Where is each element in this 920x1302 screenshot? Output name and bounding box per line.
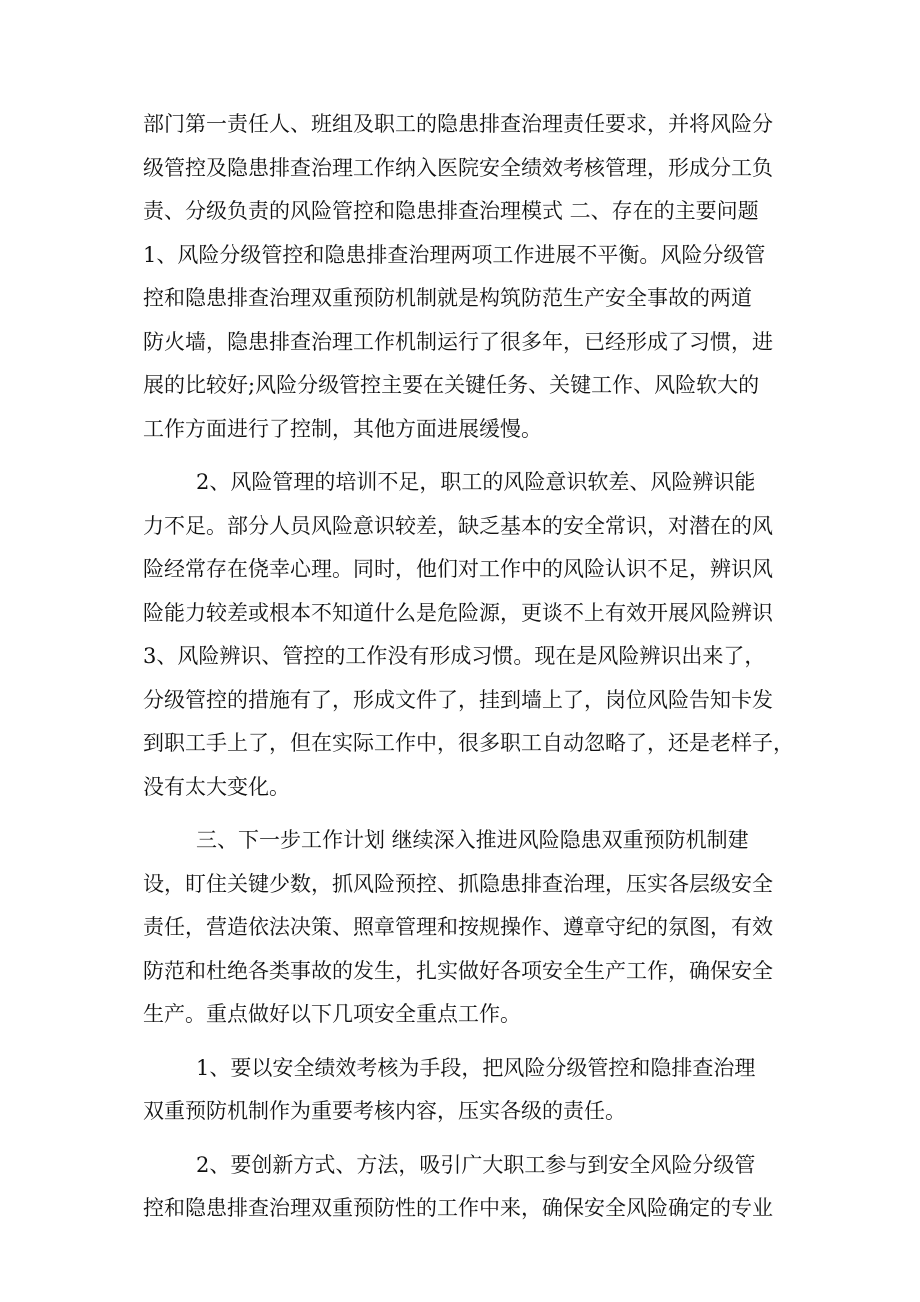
text-line: 防火墙，隐患排查治理工作机制运行了很多年，已经形成了习惯，进: [143, 329, 773, 354]
document-body: [143, 103, 794, 1231]
paragraph-1: [143, 103, 783, 451]
paragraph-3: [143, 819, 783, 1037]
text-line: 双重预防机制作为重要考核内容，压实各级的责任。: [143, 1099, 626, 1123]
text-line: 险经常存在侥幸心理。同时，他们对工作中的风险认识不足，辨识风: [143, 557, 773, 581]
text-line: 部门第一责任人、班组及职工的隐患排查治理责任要求，并将风险分: [143, 112, 773, 136]
text-line: 控和隐患排查治理双重预防机制就是构筑防范生产安全事故的两道: [143, 286, 752, 310]
text-line: 展的比较好;风险分级管控主要在关键任务、关键工作、风险软大的: [143, 373, 760, 397]
text-line: 到职工手上了，但在实际工作中，很多职工自动忽略了，还是老样子，: [143, 731, 794, 755]
text-line: 3、风险辨识、管控的工作没有形成习惯。现在是风险辨识出来了，: [143, 644, 766, 668]
text-line: 工作方面进行了控制，其他方面进展缓慢。: [143, 416, 542, 441]
text-line-indented: 2、要创新方式、方法，吸引广大职工参与到安全风险分级管: [196, 1152, 756, 1177]
text-line-indented: 1、要以安全绩效考核为手段，把风险分级管控和隐排查治理: [196, 1055, 756, 1080]
text-line: 没有太大变化。: [143, 774, 290, 799]
text-line: 力不足。部分人员风险意识较差，缺乏基本的安全常识，对潜在的风: [143, 513, 773, 538]
paragraph-5: [143, 1144, 783, 1231]
text-line: 生产。重点做好以下几项安全重点工作。: [143, 1002, 521, 1026]
text-line: 控和隐患排查治理双重预防性的工作中来，确保安全风险确定的专业: [143, 1196, 773, 1220]
paragraph-2: [143, 461, 794, 809]
text-line: 防范和杜绝各类事故的发生，扎实做好各项安全生产工作，确保安全: [143, 958, 773, 983]
text-line: 级管控及隐患排查治理工作纳入医院安全绩效考核管理，形成分工负: [143, 155, 773, 180]
paragraph-4: [143, 1047, 783, 1134]
text-line: 1、风险分级管控和隐患排查治理两项工作进展不平衡。风险分级管: [143, 242, 766, 267]
text-line: 分级管控的措施有了，形成文件了，挂到墙上了，岗位风险告知卡发: [143, 687, 773, 712]
text-line: 设，盯住关键少数，抓风险预控、抓隐患排查治理，压实各层级安全: [143, 871, 773, 896]
text-line: 责任，营造依法决策、照章管理和按规操作、遵章守纪的氛图，有效: [143, 915, 773, 939]
text-line-indented: 2、风险管理的培训不足，职工的风险意识软差、风险辨识能: [196, 470, 756, 494]
text-line: 险能力较差或根本不知道什么是危险源，更谈不上有效开展风险辨识: [143, 600, 773, 625]
text-line-indented: 三、下一步工作计划 继续深入推进风险隐患双重预防机制建: [196, 828, 749, 852]
text-line: 责、分级负责的风险管控和隐患排查治理模式 二、存在的主要问题: [143, 199, 759, 223]
